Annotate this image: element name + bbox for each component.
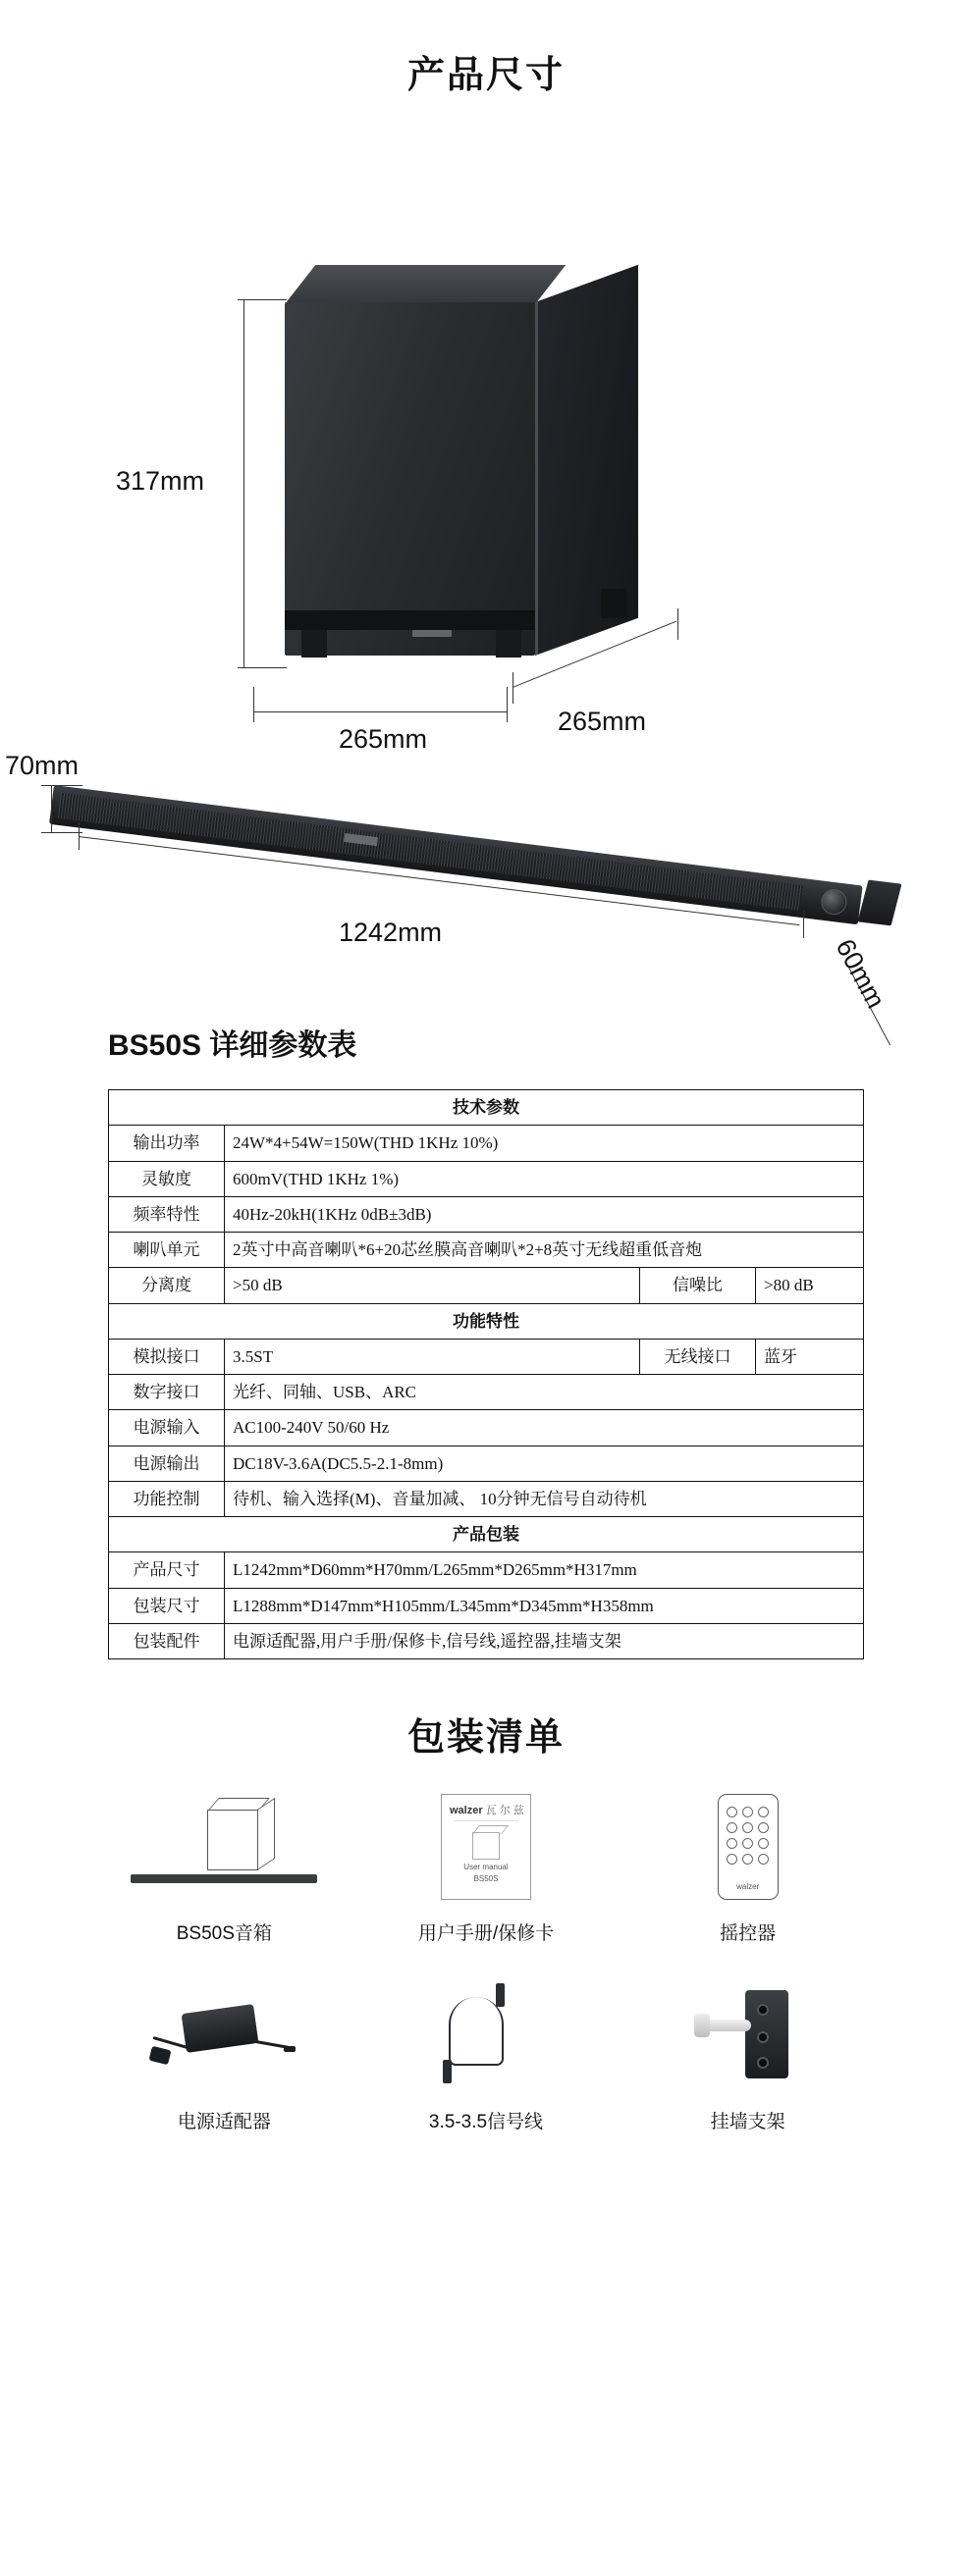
table-row [109, 1126, 864, 1161]
spec-value: 3.5ST [225, 1339, 640, 1374]
table-group-heading-row [109, 1303, 864, 1339]
soundbar-grille [58, 793, 803, 911]
spec-value-secondary: 蓝牙 [756, 1339, 864, 1374]
soundbar-body [49, 785, 863, 924]
subwoofer-base [285, 610, 535, 630]
bar-height-label: 70mm [5, 751, 80, 780]
manual-brand: walzer [449, 1804, 483, 1816]
table-row [109, 1552, 864, 1588]
bar-height-tick-top [41, 785, 82, 786]
package-item-caption: 电源适配器 [177, 2112, 271, 2132]
remote-brand: walzer [736, 1881, 760, 1891]
table-row [109, 1410, 864, 1446]
package-item-caption: 3.5-3.5信号线 [428, 2112, 544, 2132]
list-item [617, 1790, 879, 1945]
subwoofer-leg-right [496, 630, 521, 657]
spec-key: 模拟接口 [109, 1339, 225, 1374]
bar-depth-label: 60mm [830, 934, 891, 1014]
spec-key: 频率特性 [109, 1196, 225, 1232]
power-adapter-icon [93, 1978, 355, 2091]
table-group-heading-row [109, 1090, 864, 1126]
sub-width-dim-line [253, 711, 507, 712]
package-item-caption: 摇控器 [720, 1923, 777, 1944]
list-item [355, 1978, 618, 2133]
sub-width-label: 265mm [339, 724, 428, 754]
spec-value: 600mV(THD 1KHz 1%) [225, 1161, 864, 1196]
subwoofer-front-face [285, 302, 535, 656]
sub-depth-tick-far [677, 608, 678, 640]
spec-value: L1288mm*D147mm*H105mm/L345mm*D345mm*H358mm [225, 1588, 864, 1623]
manual-brand-cn: 瓦 尔 兹 [485, 1804, 524, 1816]
package-item-caption: BS50S音箱 [176, 1923, 272, 1944]
list-item [355, 1790, 618, 1945]
subwoofer-top-face [285, 265, 566, 304]
table-row [109, 1161, 864, 1196]
spec-value: DC18V-3.6A(DC5.5-2.1-8mm) [225, 1446, 864, 1481]
group-heading-packaging: 产品包装 [109, 1517, 864, 1552]
bar-length-label: 1242mm [339, 918, 443, 947]
sub-height-tick-top [238, 299, 287, 300]
group-heading-tech: 技术参数 [109, 1090, 864, 1126]
spec-key: 灵敏度 [109, 1161, 225, 1196]
package-list-title: 包装清单 [406, 1717, 565, 1759]
spec-value: L1242mm*D60mm*H70mm/L265mm*D265mm*H317mm [225, 1552, 864, 1588]
soundbar-end-cap [858, 880, 902, 926]
spec-key: 喇叭单元 [109, 1233, 225, 1268]
spec-value: 待机、输入选择(M)、音量加减、 10分钟无信号自动待机 [225, 1481, 864, 1516]
soundbar-control-knob-icon [820, 888, 848, 917]
package-item-caption: 挂墙支架 [710, 2112, 785, 2132]
spec-key: 包装配件 [109, 1623, 225, 1658]
spec-value: 40Hz-20kH(1KHz 0dB±3dB) [225, 1196, 864, 1232]
table-row [109, 1481, 864, 1516]
group-heading-function: 功能特性 [109, 1303, 864, 1339]
package-item-caption: 用户手册/保修卡 [417, 1923, 555, 1944]
spec-key: 电源输入 [109, 1410, 225, 1446]
sub-height-tick-bottom [238, 667, 287, 668]
spec-key-secondary: 无线接口 [640, 1339, 756, 1374]
bar-height-tick-bottom [41, 832, 82, 833]
bar-length-tick-right [803, 911, 804, 938]
table-row [109, 1623, 864, 1658]
spec-key: 功能控制 [109, 1481, 225, 1516]
soundbar-illustration [54, 775, 928, 962]
table-row [109, 1446, 864, 1481]
audio-cable-icon [355, 1978, 618, 2091]
table-row [109, 1233, 864, 1268]
spec-value: AC100-240V 50/60 Hz [225, 1410, 864, 1446]
sub-height-label: 317mm [116, 466, 205, 496]
spec-value: 2英寸中高音喇叭*6+20芯丝膜高音喇叭*2+8英寸无线超重低音炮 [225, 1233, 864, 1268]
speaker-set-icon [93, 1790, 355, 1903]
spec-value-secondary: >80 dB [756, 1268, 864, 1303]
spec-value: 24W*4+54W=150W(THD 1KHz 10%) [225, 1126, 864, 1161]
manual-text-line1: User manual [463, 1862, 509, 1871]
spec-key: 分离度 [109, 1268, 225, 1303]
spec-value: 电源适配器,用户手册/保修卡,信号线,遥控器,挂墙支架 [225, 1623, 864, 1658]
spec-key: 电源输出 [109, 1446, 225, 1481]
list-item [93, 1790, 355, 1945]
spec-value: >50 dB [225, 1268, 640, 1303]
spec-table-title: BS50S 详细参数表 [108, 1029, 357, 1062]
dimensions-diagram [0, 98, 972, 1014]
spec-value: 光纤、同轴、USB、ARC [225, 1375, 864, 1410]
spec-key: 数字接口 [109, 1375, 225, 1410]
manual-text-line2: BS50S [473, 1873, 499, 1883]
manual-icon [355, 1790, 618, 1903]
subwoofer-illustration [250, 265, 800, 697]
table-row [109, 1375, 864, 1410]
spec-key: 产品尺寸 [109, 1552, 225, 1588]
table-row [109, 1339, 864, 1374]
dimensions-section-title: 产品尺寸 [406, 55, 565, 96]
table-row [109, 1588, 864, 1623]
table-row [109, 1268, 864, 1303]
wall-bracket-icon [617, 1978, 879, 2091]
list-item [93, 1978, 355, 2133]
remote-icon [617, 1790, 879, 1903]
bar-height-dim-line [51, 785, 52, 832]
bar-length-tick-left [79, 822, 80, 850]
spec-key-secondary: 信噪比 [640, 1268, 756, 1303]
subwoofer-leg-rear [601, 589, 626, 618]
sub-depth-label: 265mm [558, 707, 647, 736]
sub-width-tick-right [507, 687, 508, 722]
table-row [109, 1196, 864, 1232]
list-item [617, 1978, 879, 2133]
table-group-heading-row [109, 1517, 864, 1552]
spec-key: 包装尺寸 [109, 1588, 225, 1623]
sub-height-dim-line [243, 299, 244, 667]
spec-key: 输出功率 [109, 1126, 225, 1161]
spec-table [108, 1089, 864, 1659]
sub-width-tick-left [253, 687, 254, 722]
subwoofer-leg-left [301, 630, 327, 657]
package-list-grid [93, 1790, 879, 2133]
